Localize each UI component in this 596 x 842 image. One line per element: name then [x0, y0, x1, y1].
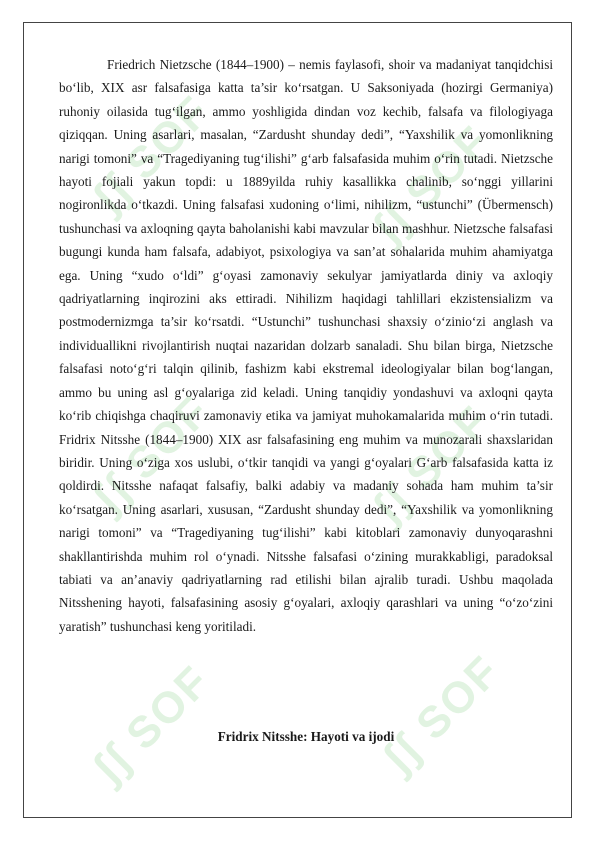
section-heading: Fridrix Nitsshe: Hayoti va ijodi [217, 729, 395, 744]
watermark-logo: ʃʃ SOF [363, 116, 500, 253]
watermark-logo: ʃʃ SOF [83, 86, 220, 223]
watermark-logo: ʃʃ SOF [83, 656, 220, 793]
watermark-logo: ʃʃ SOF [363, 396, 500, 533]
watermark-logo: ʃʃ SOF [373, 646, 510, 783]
watermark-logo: ʃʃ SOF [83, 386, 220, 523]
body-paragraph: Friedrich Nietzsche (1844–1900) – nemis faylasofi, shoir va madaniyat tanqidchisi bo‘lib, XIX asr falsafasiga katta ta’sir ko‘rsatgan. U Saksoniyada (hozirgi Germaniya) ruhoniy oilasida tug‘ilgan, ammo yoshligida dindan voz kechib, falsafa va filologiyaga qiziqqan. Uning asarlari, masalan, “Zardusht shunday dedi”, “Yaxshilik va yomonlikning narigi tomoni” va “Tragediyaning tug‘ilishi” g‘arb falsafasida muhim o‘rin tutadi. Nietzsche hayoti fojiali yakun topdi: u 1889yilda ruhiy kasallikka chalinib, so‘nggi yillarini nogironlikda o‘tkazdi. Uning falsafasi xudoning o‘limi, nihilizm, “ustunchi” (Übermensch) tushunchasi va axloqning qayta baholanishi kabi mavzular bilan mashhur. Nietzsche falsafasi bugungi kunda ham falsafa, adabiyot, psixologiya va san’at sohalarida muhim ahamiyatga ega. Uning “xudo o‘ldi” g‘oyasi zamonaviy sekulyar jamiyatlarda diniy va axloqiy qadriyatlarning inqirozini aks ettiradi. Nihilizm haqidagi tahlillari ekzistensializm va postmodernizmga ta’sir ko‘rsatdi. “Ustunchi” tushunchasi shaxsiy o‘zinio‘zi anglash va individuallikni rivojlantirish nuqtai nazaridan dolzarb sanaladi. Shu bilan birga, Nietzsche falsafasi noto‘g‘ri talqin qilinib, fashizm kabi ekstremal ideologiyalar bilan bog‘langan, ammo bu uning asl g‘oyalariga zid keladi. Uning tanqidiy yondashuvi va axloqni qayta ko‘rib chiqishga chaqiruvi zamonaviy etika va jamiyat muhokamalarida muhim o‘rin tutadi. Fridrix Nitsshe (1844–1900) XIX asr falsafasining eng muhim va munozarali shaxslaridan biridir. Uning o‘ziga xos uslubi, o‘tkir tanqidi va yangi g‘oyalari G‘arb falsafasida katta iz qoldirdi. Nitsshe nafaqat falsafiy, balki adabiy va madaniy sohada ham muhim ta’sir ko‘rsatgan. Uning asarlari, xususan, “Zardusht shunday dedi”, “Yaxshilik va yomonlikning narigi tomoni” va “Tragediyaning tug‘ilishi” kabi kitoblari zamonaviy dunyoqarashni shakllantirishda muhim rol o‘ynadi. Nitsshe falsafasi o‘zining murakkabligi, paradoksal tabiati va an’anaviy qadriyatlarning rad etilishi bilan ajralib turadi. Ushbu maqolada Nitsshening hayoti, falsafasining asosiy g‘oyalari, axloqiy qarashlari va uning “o‘zo‘zini yaratish” tushunchasi keng yoritiladi. [59, 57, 553, 634]
